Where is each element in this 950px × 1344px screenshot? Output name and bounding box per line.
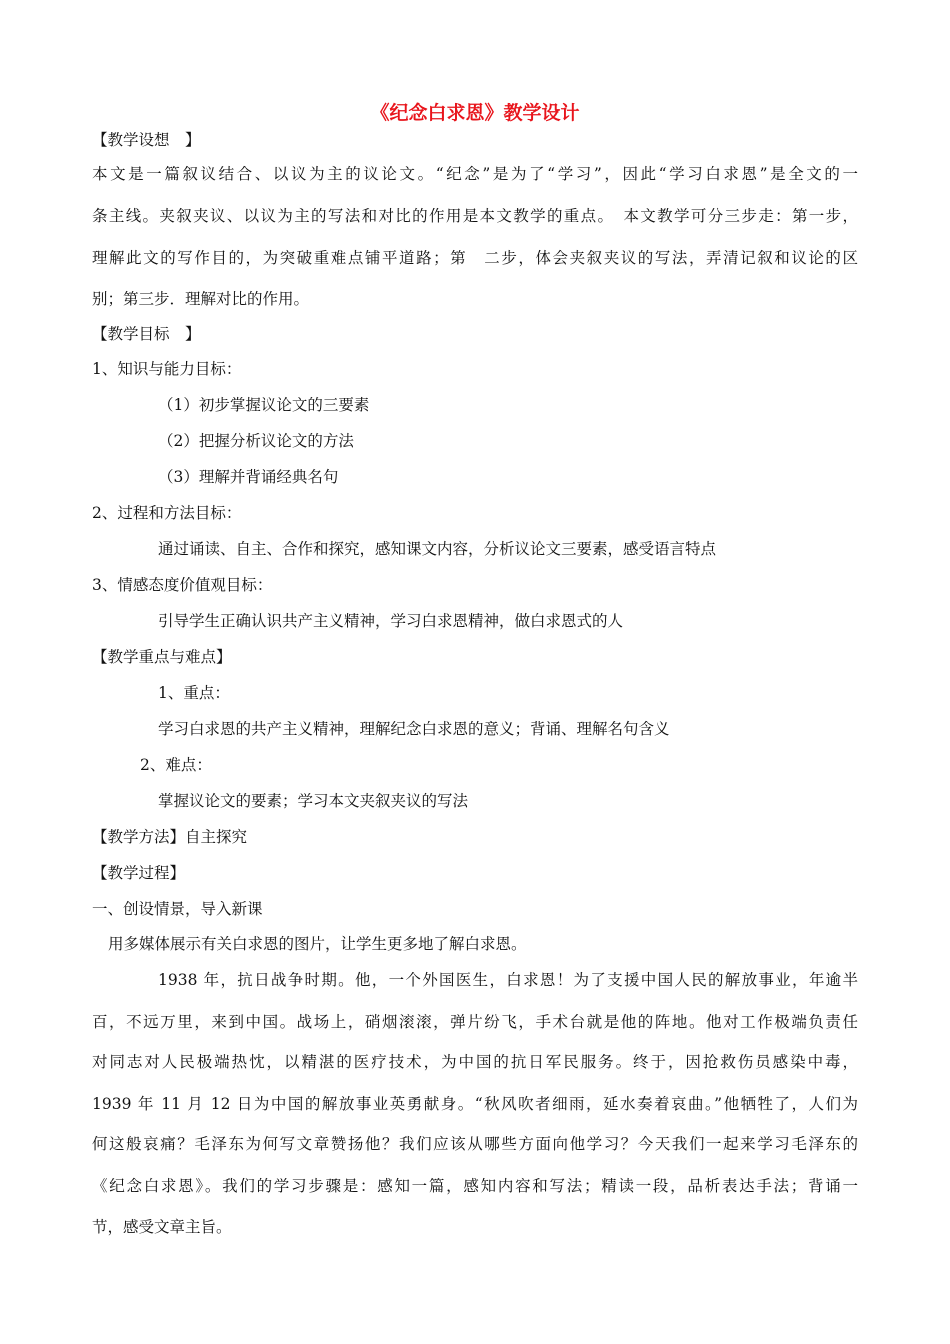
goal1-title: 1、知识与能力目标： (92, 360, 242, 378)
story-line-1: 1938 年，抗日战争时期。他，一个外国医生，白求恩！为了支援中国人民的解放事业，年逾半 (158, 971, 858, 989)
goal1-item-1: （1）初步掌握议论文的三要素 (158, 396, 370, 414)
story-line-6: 《纪念白求恩》。我们的学习步骤是：感知一篇，感知内容和写法；精读一段，品析表达手法；背诵一 (92, 1177, 858, 1195)
goal1-item-3: （3）理解并背诵经典名句 (158, 468, 339, 486)
key-title: 1、重点： (158, 684, 230, 702)
story-line-2: 百，不远万里，来到中国。战场上，硝烟滚滚，弹片纷飞，手术台就是他的阵地。他对工作极端负责任 (92, 1013, 858, 1031)
diff-text: 掌握议论文的要素；学习本文夹叙夹议的写法 (158, 792, 469, 810)
section-header-idea: 【教学设想 】 (92, 131, 201, 149)
story-line-7: 节，感受文章主旨。 (92, 1218, 232, 1236)
idea-line-4: 别；第三步．理解对比的作用。 (92, 290, 310, 308)
goal1-item-2: （2）把握分析议论文的方法 (158, 432, 354, 450)
section-header-process: 【教学过程】 (92, 864, 186, 882)
diff-title: 2、难点： (140, 756, 212, 774)
story-line-5: 何这般哀痛？毛泽东为何写文章赞扬他？我们应该从哪些方面向他学习？今天我们一起来学习毛泽东的 (92, 1135, 858, 1153)
goal3-text: 引导学生正确认识共产主义精神，学习白求恩精神，做白求恩式的人 (158, 612, 624, 630)
key-text: 学习白求恩的共产主义精神，理解纪念白求恩的意义；背诵、理解名句含义 (158, 720, 670, 738)
goal3-title: 3、情感态度价值观目标： (92, 576, 273, 594)
idea-line-2: 条主线。夹叙夹议、以议为主的写法和对比的作用是本文教学的重点。 本文教学可分三步走：第一步， (92, 207, 858, 225)
page-title: 《纪念白求恩》教学设计 (370, 102, 580, 124)
idea-line-3: 理解此文的写作目的，为突破重难点铺平道路；第 二步，体会夹叙夹议的写法，弄清记叙和议论的区 (92, 249, 858, 267)
story-line-4: 1939 年 11 月 12 日为中国的解放事业英勇献身。“秋风吹者细雨，延水奏着哀曲。”他牺牲了，人们为 (92, 1095, 858, 1113)
step1-intro: 用多媒体展示有关白求恩的图片，让学生更多地了解白求恩。 (108, 935, 527, 953)
goal2-text: 通过诵读、自主、合作和探究，感知课文内容，分析议论文三要素，感受语言特点 (158, 540, 717, 558)
idea-line-1: 本文是一篇叙议结合、以议为主的议论文。“纪念”是为了“学习”，因此“学习白求恩”是全文的一 (92, 165, 858, 183)
section-header-goal: 【教学目标 】 (92, 325, 201, 343)
section-header-key: 【教学重点与难点】 (92, 648, 232, 666)
goal2-title: 2、过程和方法目标： (92, 504, 242, 522)
story-line-3: 对同志对人民极端热忱，以精湛的医疗技术，为中国的抗日军民服务。终于，因抢救伤员感染中毒， (92, 1053, 858, 1071)
step1-title: 一、创设情景，导入新课 (92, 900, 263, 918)
teaching-method: 【教学方法】自主探究 (92, 828, 248, 846)
